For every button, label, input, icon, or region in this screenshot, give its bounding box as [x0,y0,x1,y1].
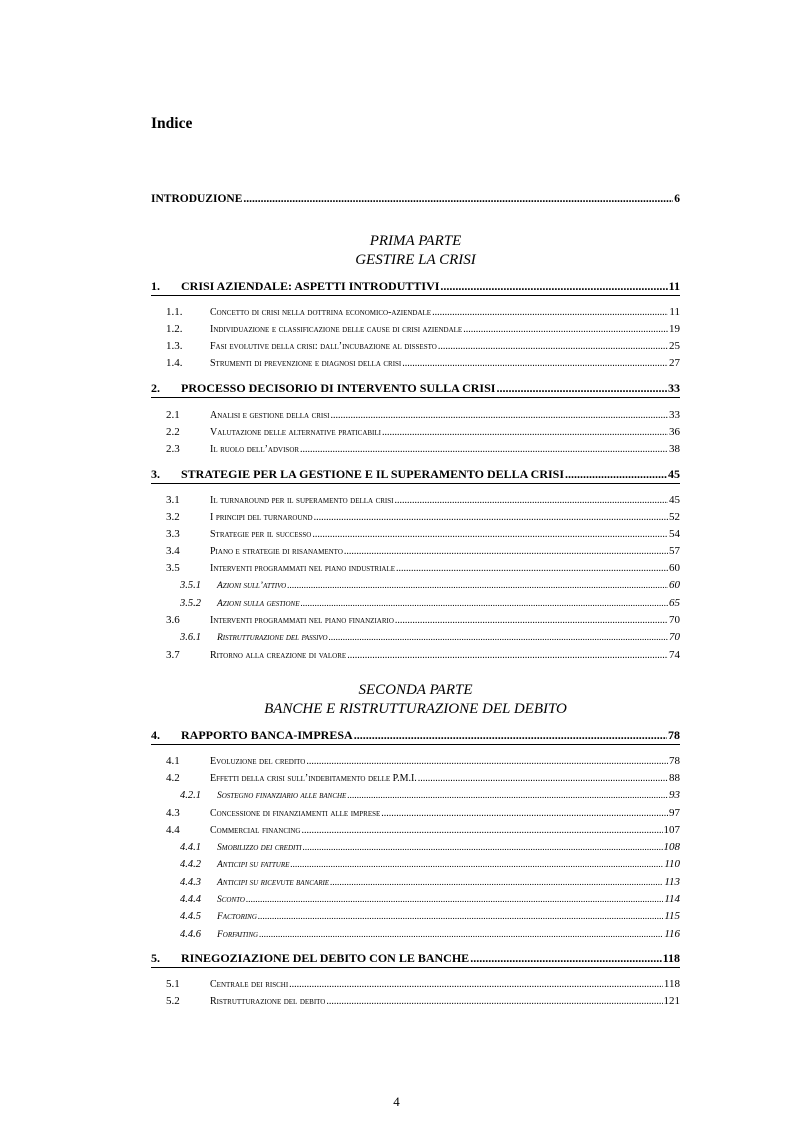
section-number: 3.4 [166,545,180,557]
toc-subsection[interactable] [180,857,680,872]
toc-subsection[interactable] [180,840,680,855]
subsection-number: 4.4.6 [180,929,201,940]
part-heading-1 [151,232,680,269]
section-title: Concetto di crisi nella dottrina economico-aziendale [210,307,432,318]
section-page: 45 [669,494,680,506]
toc-subsection[interactable] [180,788,680,803]
subsection-page: 108 [663,841,680,853]
section-page: 118 [663,978,680,990]
chapter-page: 45 [668,467,680,481]
dot-leader [470,951,661,965]
toc-section[interactable] [166,977,680,992]
chapter-page: 118 [662,951,680,965]
section-page: 36 [669,426,680,438]
section-number: 2.3 [166,443,180,455]
dot-leader [344,545,668,559]
toc-section[interactable] [166,442,680,457]
chapter-title: RAPPORTO BANCA-IMPRESA [181,728,353,742]
dot-leader [290,858,663,872]
section-title: Interventi programmati nel piano industriale [210,563,396,574]
subsection-number: 3.5.1 [180,580,201,591]
chapter-page: 11 [668,279,680,293]
section-title: Evoluzione del credito [210,756,306,767]
section-number: 3.5 [166,562,180,574]
toc-section[interactable] [166,994,680,1009]
part-title: GESTIRE LA CRISI [355,251,476,268]
section-number: 4.2 [166,772,180,784]
section-number: 3.1 [166,494,180,506]
dot-leader [330,876,663,890]
subsection-title: Smobilizzo dei crediti [217,843,302,853]
section-number: 1.2. [166,323,183,335]
dot-leader [382,426,668,440]
chapter-number: 1. [151,279,160,293]
toc-chapter-1[interactable] [151,279,680,293]
toc-section[interactable] [166,527,680,542]
toc-subsection[interactable] [180,596,680,611]
dot-leader [396,562,668,576]
chapter-title: RINEGOZIAZIONE DEL DEBITO CON LE BANCHE [181,951,470,965]
toc-section[interactable] [166,544,680,559]
section-number: 4.3 [166,807,180,819]
subsection-title: Ristrutturazione del passivo [217,633,328,643]
toc-subsection[interactable] [180,927,680,942]
subsection-number: 4.4.5 [180,911,201,922]
dot-leader [326,995,662,1009]
subsection-title: Sconto [217,895,245,905]
toc-section[interactable] [166,305,680,320]
chapter-page: 33 [668,381,680,395]
subsection-page: 70 [669,631,680,643]
section-title: Analisi e gestione della crisi [210,410,330,421]
dot-leader [463,323,668,337]
chapter-underline [151,295,680,296]
toc-section[interactable] [166,561,680,576]
dot-leader [306,755,668,769]
subsection-title: Anticipi su fatture [217,860,290,870]
subsection-page: 110 [664,858,680,870]
chapter-underline [151,483,680,484]
section-page: 25 [669,340,680,352]
toc-section[interactable] [166,493,680,508]
dot-leader [259,928,663,942]
section-page: 27 [669,357,680,369]
subsection-title: Anticipi su ricevute bancarie [217,878,330,888]
toc-section[interactable] [166,806,680,821]
chapter-number: 2. [151,381,160,395]
section-number: 3.2 [166,511,180,523]
part-label: SECONDA PARTE [358,682,473,698]
part-heading-2 [151,681,680,718]
section-title: I principi del turnaround [210,512,313,523]
toc-section[interactable] [166,613,680,628]
toc-section[interactable] [166,823,680,838]
dot-leader [438,340,668,354]
section-title: Strumenti di prevenzione e diagnosi della crisi [210,358,402,369]
section-number: 3.7 [166,649,180,661]
toc-section[interactable] [166,408,680,423]
dot-leader [440,279,667,293]
subsection-title: Factoring [217,912,257,922]
section-number: 1.4. [166,357,183,369]
page-number: 4 [393,1094,400,1109]
dot-leader [287,579,668,593]
subsection-number: 3.6.1 [180,632,201,643]
section-number: 5.1 [166,978,180,990]
page-title: Indice [151,115,193,132]
dot-leader [329,631,668,645]
part-title: BANCHE E RISTRUTTURAZIONE DEL DEBITO [264,700,567,717]
section-page: 19 [669,323,680,335]
subsection-number: 4.4.2 [180,859,201,870]
toc-chapter-2[interactable] [151,381,680,395]
section-number: 2.1 [166,409,180,421]
dot-leader [496,381,667,395]
section-page: 97 [669,807,680,819]
dot-leader [301,824,662,838]
toc-title: INTRODUZIONE [151,193,243,205]
dot-leader [418,772,668,786]
section-page: 60 [669,562,680,574]
section-title: Il turnaround per il superamento della crisi [210,495,394,506]
subsection-number: 3.5.2 [180,598,201,609]
subsection-number: 4.4.1 [180,842,201,853]
section-number: 1.1. [166,306,183,318]
section-title: Ritorno alla creazione di valore [210,650,347,661]
section-title: Centrale dei rischi [210,979,289,990]
dot-leader [312,528,668,542]
part-label: PRIMA PARTE [369,233,462,249]
section-title: Commercial financing [210,825,301,836]
subsection-title: Forfaiting [217,930,259,940]
toc-introduction[interactable] [151,192,680,206]
toc-subsection[interactable] [180,892,680,907]
section-title: Concessione di finanziamenti alle imprese [210,808,381,819]
chapter-number: 5. [151,951,160,965]
toc-section[interactable] [166,771,680,786]
section-page: 38 [669,443,680,455]
subsection-number: 4.4.4 [180,894,201,905]
chapter-underline [151,967,680,968]
section-title: Fasi evolutive della crisi: dall’incubazione al dissesto [210,341,437,352]
section-page: 78 [669,755,680,767]
toc-section[interactable] [166,425,680,440]
subsection-page: 114 [664,893,680,905]
toc-section[interactable] [166,356,680,371]
subsection-page: 113 [664,876,680,888]
section-number: 4.1 [166,755,180,767]
section-title: Effetti della crisi sull’indebitamento delle P.M.I. [210,773,417,784]
dot-leader [243,192,673,206]
dot-leader [331,409,669,423]
toc-subsection[interactable] [180,909,680,924]
section-title: Strategie per il successo [210,529,312,540]
section-page: 11 [669,306,680,318]
section-page: 70 [669,614,680,626]
dot-leader [300,443,668,457]
toc-subsection[interactable] [180,630,680,645]
dot-leader [395,614,668,628]
section-page: 107 [663,824,680,836]
section-number: 2.2 [166,426,180,438]
dot-leader [565,467,667,481]
dot-leader [314,511,668,525]
section-page: 121 [663,995,680,1007]
dot-leader [381,807,668,821]
section-number: 3.3 [166,528,180,540]
toc-subsection[interactable] [180,875,680,890]
toc-subsection[interactable] [180,578,680,593]
toc-page: 6 [674,193,680,205]
subsection-number: 4.4.3 [180,877,201,888]
chapter-title: CRISI AZIENDALE: ASPETTI INTRODUTTIVI [181,279,440,293]
section-number: 5.2 [166,995,180,1007]
subsection-page: 60 [669,579,680,591]
section-title: Interventi programmati nel piano finanziario [210,615,394,626]
subsection-number: 4.2.1 [180,790,201,801]
section-number: 1.3. [166,340,183,352]
section-title: Valutazione delle alternative praticabili [210,427,381,438]
subsection-title: Azioni sull’attivo [217,581,287,591]
toc-section[interactable] [166,510,680,525]
dot-leader [258,910,663,924]
section-number: 4.4 [166,824,180,836]
section-number: 3.6 [166,614,180,626]
dot-leader [347,649,668,663]
dot-leader [303,841,663,855]
dot-leader [347,789,668,803]
toc-chapter-3[interactable] [151,467,680,481]
dot-leader [354,728,667,742]
chapter-page: 78 [668,728,680,742]
section-title: Ristrutturazione del debito [210,996,326,1007]
chapter-title: STRATEGIE PER LA GESTIONE E IL SUPERAMENTO DELLA CRISI [181,467,564,481]
subsection-title: Sostegno finanziario alle banche [217,791,347,801]
subsection-page: 116 [664,928,680,940]
toc-chapter-4[interactable] [151,728,680,742]
toc-section[interactable] [166,648,680,663]
section-page: 52 [669,511,680,523]
section-page: 33 [669,409,680,421]
toc-chapter-5[interactable] [151,951,680,965]
section-page: 88 [669,772,680,784]
toc-section[interactable] [166,322,680,337]
section-page: 54 [669,528,680,540]
dot-leader [394,494,668,508]
chapter-number: 3. [151,467,160,481]
dot-leader [402,357,668,371]
section-title: Piano e strategie di risanamento [210,546,343,557]
dot-leader [301,597,668,611]
dot-leader [246,893,663,907]
subsection-page: 65 [669,597,680,609]
dot-leader [432,306,668,320]
toc-section[interactable] [166,339,680,354]
subsection-title: Azioni sulla gestione [217,599,300,609]
section-title: Il ruolo dell’advisor [210,444,300,455]
subsection-page: 93 [669,789,680,801]
chapter-underline [151,397,680,398]
subsection-page: 115 [664,910,680,922]
toc-section[interactable] [166,754,680,769]
chapter-underline [151,744,680,745]
section-page: 57 [669,545,680,557]
chapter-title: PROCESSO DECISORIO DI INTERVENTO SULLA CRISI [181,381,496,395]
section-title: Individuazione e classificazione delle cause di crisi aziendale [210,324,463,335]
dot-leader [289,978,663,992]
chapter-number: 4. [151,728,160,742]
section-page: 74 [669,649,680,661]
